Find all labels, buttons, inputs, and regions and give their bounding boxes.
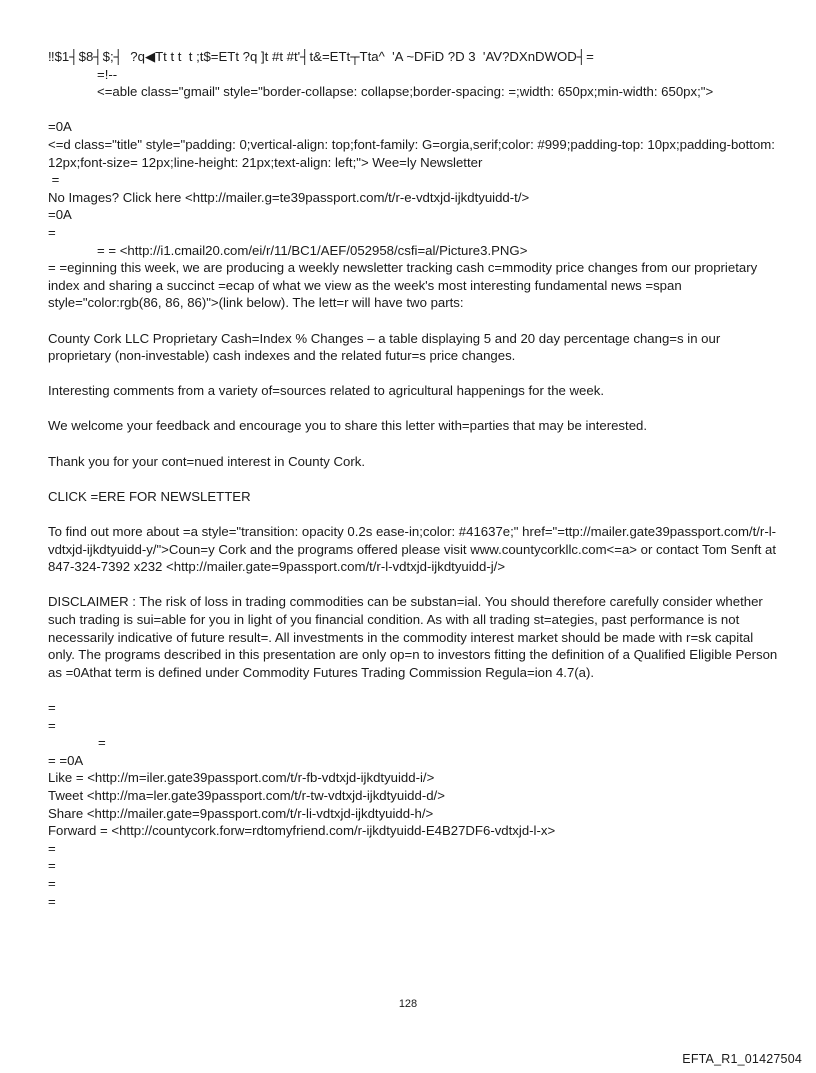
equals-line: = <box>48 172 60 188</box>
encoded-line: = =0A <box>48 752 84 768</box>
equals-line: = <box>48 875 56 891</box>
title-cell-line: <=d class="title" style="padding: 0;vertical-align: top;font-family: G=orgia,serif;color: #999;padding-top: 10px;padding-bottom: 12px;font-size= 12px;line-height: 21px;text-align: left;"> Wee=ly Newsletter <box>48 136 775 170</box>
thanks-paragraph: Thank you for your cont=nued interest in County Cork. <box>48 453 366 469</box>
comment-line: =!-- <box>97 66 118 82</box>
equals-line: = <box>48 224 56 240</box>
page-number: 128 <box>398 998 418 1010</box>
newsletter-link-label: CLICK =ERE FOR NEWSLETTER <box>48 488 251 504</box>
part-one-paragraph: County Cork LLC Proprietary Cash=Index % Changes – a table displaying 5 and 20 day percentage chang=s in our proprietary (non-investable) cash indexes and the related futur=s price changes. <box>48 330 721 364</box>
no-images-link-line: No Images? Click here <http://mailer.g=te39passport.com/t/r-e-vdtxjd-ijkdtyuidd-t/> <box>48 189 530 205</box>
equals-line: = <box>48 840 56 856</box>
equals-line: = <box>48 717 56 733</box>
intro-paragraph: = =eginning this week, we are producing a weekly newsletter tracking cash c=mmodity price changes from our proprietary index and sharing a succinct =ecap of what we view as the week's most interesting fundamental news =span style="color:rgb(86, 86, 86)">(link below). The lett=r will have two parts: <box>48 260 758 311</box>
encoded-line: =0A <box>48 119 72 135</box>
share-link-line: Share <http://mailer.gate=9passport.com/t/r-li-vdtxjd-ijkdtyuidd-h/> <box>48 805 434 821</box>
document-body <box>48 48 778 910</box>
equals-line: = <box>48 893 56 909</box>
part-two-paragraph: Interesting comments from a variety of=sources related to agricultural happenings for the week. <box>48 383 604 399</box>
equals-line: = <box>48 858 56 874</box>
disclaimer-paragraph: DISCLAIMER : The risk of loss in trading commodities can be substan=ial. You should therefore carefully consider whether such trading is sui=able for you in light of you financial condition. As with all trading st=ategies, past performance is not necessarily indicative of future result=. All investments in the commodity interest market should be made with r=sk capital only. The programs described in this presentation are only op=n to investors fitting the definition of a Qualified Eligible Person as =0Athat term is defined under Commodity Futures Trading Commission Regula=ion 4.7(a). <box>48 594 778 680</box>
equals-line: = <box>48 699 56 715</box>
like-link-line: Like = <http://m=iler.gate39passport.com/t/r-fb-vdtxjd-ijkdtyuidd-i/> <box>48 770 435 786</box>
bates-number: EFTA_R1_01427504 <box>682 1052 802 1066</box>
tweet-link-line: Tweet <http://ma=ler.gate39passport.com/t/r-tw-vdtxjd-ijkdtyuidd-d/> <box>48 787 445 803</box>
table-tag-line: <=able class="gmail" style="border-collapse: collapse;border-spacing: =;width: 650px;min-width: 650px;"> <box>97 84 714 100</box>
contact-paragraph: To find out more about =a style="transition: opacity 0.2s ease-in;color: #41637e;" href="=ttp://mailer.gate39passport.com/t/r-l-vdtxjd-ijkdtyuidd-y/">Coun=y Cork and the programs offered please visit www.countycorkllc.com<=a> or contact Tom Senft at 847-324-7392 x232 <http://mailer.gate=9passport.com/t/r-l-vdtxjd-ijkdtyuidd-j/> <box>48 524 777 575</box>
feedback-paragraph: We welcome your feedback and encourage you to share this letter with=parties that may be interested. <box>48 418 648 434</box>
equals-line: = <box>98 735 106 751</box>
encoded-line: =0A <box>48 207 72 223</box>
forward-link-line: Forward = <http://countycork.forw=rdtomyfriend.com/r-ijkdtyuidd-E4B27DF6-vdtxjd-l-x> <box>48 823 556 839</box>
garbled-header-line: ‼$1┤$8┤$;┤ ?q◀Tt t t t ;t$=ETt ?q ]t #t #t'┤t&=ETt┬Tta^ 'A ~DFiD ?D 3 'AV?DXnDWOD┤= <box>48 49 594 64</box>
image-link-line: = = <http://i1.cmail20.com/ei/r/11/BC1/AEF/052958/csfi=al/Picture3.PNG> <box>97 242 528 258</box>
